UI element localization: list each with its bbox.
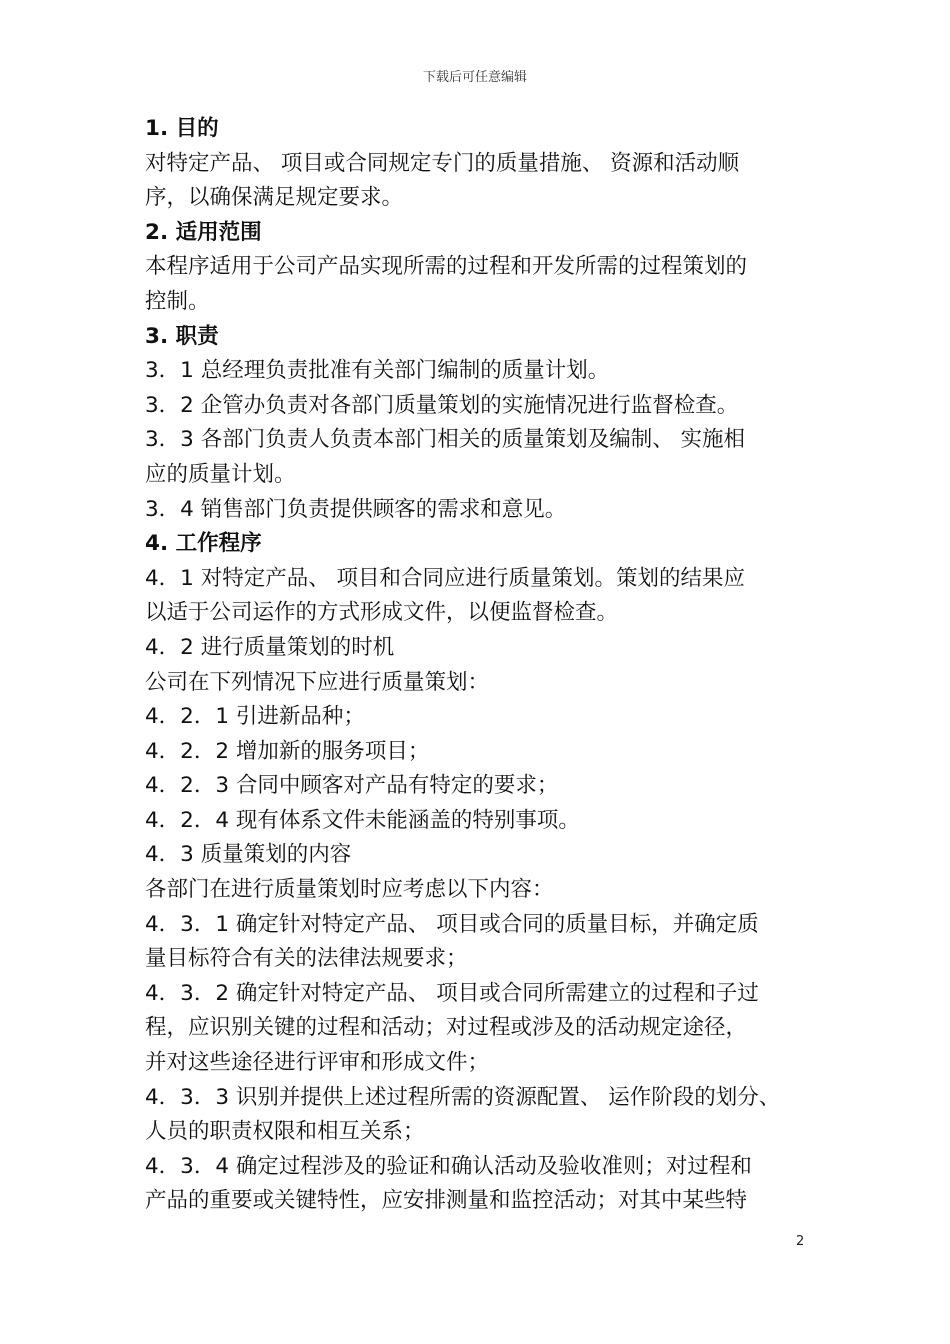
text-line: 控制。 bbox=[145, 288, 210, 314]
page-number: 2 bbox=[796, 1234, 805, 1249]
text-line: 产品的重要或关键特性，应安排测量和监控活动；对其中某些特 bbox=[145, 1188, 748, 1214]
text-line: 3．3 各部门负责人负责本部门相关的质量策划及编制、 实施相 bbox=[145, 427, 746, 453]
text-line: 4．2．1 引进新品种； bbox=[145, 704, 365, 730]
text-line: 4．1 对特定产品、 项目和合同应进行质量策划。策划的结果应 bbox=[145, 565, 746, 591]
text-line: 各部门在进行质量策划时应考虑以下内容： bbox=[145, 877, 554, 903]
text-line: 4．2．2 增加新的服务项目； bbox=[145, 738, 430, 764]
text-line: 4．3．3 识别并提供上述过程所需的资源配置、 运作阶段的划分、 bbox=[145, 1084, 781, 1110]
text-line: 3．2 企管办负责对各部门质量策划的实施情况进行监督检查。 bbox=[145, 392, 739, 418]
text-line: 应的质量计划。 bbox=[145, 461, 296, 487]
text-line: 3．4 销售部门负责提供顾客的需求和意见。 bbox=[145, 496, 567, 522]
text-line: 程，应识别关键的过程和活动；对过程或涉及的活动规定途径， bbox=[145, 1015, 748, 1041]
text-line: 对特定产品、 项目或合同规定专门的质量措施、 资源和活动顺 bbox=[145, 150, 740, 176]
text-line: 4．2 进行质量策划的时机 bbox=[145, 634, 395, 660]
text-line: 4．3 质量策划的内容 bbox=[145, 842, 352, 868]
text-line: 以适于公司运作的方式形成文件，以便监督检查。 bbox=[145, 600, 619, 626]
text-line: 人员的职责权限和相互关系； bbox=[145, 1119, 425, 1145]
section-heading: 4. 工作程序 bbox=[145, 531, 262, 557]
document-body bbox=[145, 112, 815, 1219]
text-line: 3．1 总经理负责批准有关部门编制的质量计划。 bbox=[145, 358, 610, 384]
section-heading: 3. 职责 bbox=[145, 323, 219, 349]
text-line: 本程序适用于公司产品实现所需的过程和开发所需的过程策划的 bbox=[145, 254, 748, 280]
text-line: 量目标符合有关的法律法规要求； bbox=[145, 946, 468, 972]
text-line: 并对这些途径进行评审和形成文件； bbox=[145, 1050, 490, 1076]
text-line: 公司在下列情况下应进行质量策划： bbox=[145, 669, 490, 695]
text-line: 4．2．4 现有体系文件未能涵盖的特别事项。 bbox=[145, 807, 580, 833]
section-heading: 1. 目的 bbox=[145, 116, 219, 141]
page-header: 下载后可任意编辑 bbox=[422, 70, 527, 85]
text-line: 序，以确保满足规定要求。 bbox=[145, 185, 404, 211]
text-line: 4．3．2 确定针对特定产品、 项目或合同所需建立的过程和子过 bbox=[145, 980, 759, 1006]
text-line: 4．2．3 合同中顾客对产品有特定的要求； bbox=[145, 773, 559, 799]
text-line: 4．3．4 确定过程涉及的验证和确认活动及验收准则；对过程和 bbox=[145, 1153, 752, 1179]
text-line: 4．3．1 确定针对特定产品、 项目或合同的质量目标，并确定质 bbox=[145, 911, 759, 937]
section-heading: 2. 适用范围 bbox=[145, 219, 262, 245]
